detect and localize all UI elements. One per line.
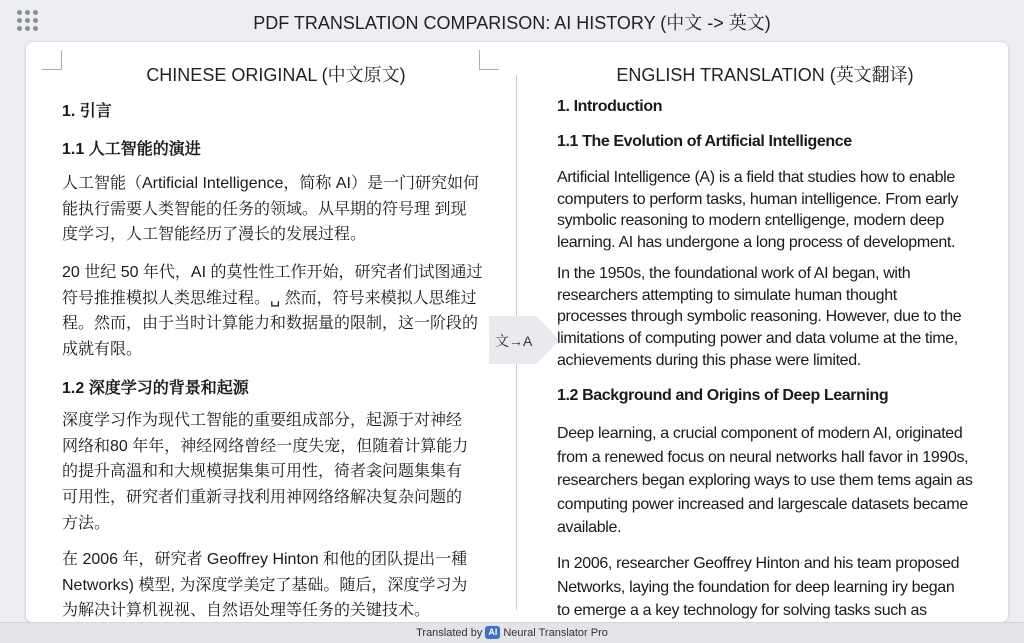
- paragraph: [62, 260, 502, 363]
- paragraph-line: Deep learning, a crucial component of modern AI, originated: [557, 425, 963, 442]
- paragraph-line: symbolic reasoning to modern ɛntelligenge, modern deep: [557, 212, 944, 230]
- left-column-header: CHINESE ORIGINAL (中文原文): [146, 65, 406, 85]
- paragraph-line: 人工智能（Artificial Intelligence，简称 AI）是一门研究如何: [62, 175, 479, 192]
- paragraph-line: limitations of computing power and data volume at the time,: [557, 330, 958, 348]
- paragraph-line: Networks) 模型, 为深度学美定了基础。随后，深度学习为: [62, 576, 468, 594]
- window-title: PDF TRANSLATION COMPARISON: AI HISTORY (中文 -> 英文): [253, 13, 771, 33]
- paragraph-line: 为解决计算机视视、自然语处理等任务的关键技术。: [62, 602, 431, 620]
- paragraph-line: computing power increased and largescale datasets became: [557, 495, 968, 513]
- paragraph-line: 可用性，研究者们重新寻找利用神网络络解决复杂问题的: [62, 489, 463, 507]
- paragraph-line: In 2006, researcher Geoffrey Hinton and his team proposed: [557, 555, 960, 572]
- paragraph-line: 符号推推模拟人类思维过程。␣ 然而，符号来模拟人思维过: [62, 289, 477, 307]
- crop-mark: [42, 50, 62, 70]
- footer-product: Neural Translator Pro: [503, 627, 608, 639]
- footer-bar: [0, 622, 1024, 643]
- translate-button-label: 文→A: [495, 333, 533, 349]
- paragraph: [557, 263, 997, 371]
- paragraph-line: 深度学习作为现代工智能的重要组成部分，起源于对神经: [62, 412, 463, 429]
- paragraph: [557, 167, 997, 254]
- paragraph-line: In the 1950s, the foundational work of AI began, with: [557, 265, 911, 282]
- paragraph-line: 能执行需要人类智能的任务的领域。从早期的符号理 到现: [62, 200, 467, 218]
- paragraph: [62, 171, 502, 248]
- heading-introduction: 1. 引言: [62, 103, 112, 120]
- paragraph: [62, 408, 502, 536]
- ai-logo-icon: AI: [485, 626, 500, 639]
- heading-deep-learning: 1.2 深度学习的背景和起源: [62, 380, 249, 397]
- paragraph-line: to emerge a a key technology for solving tasks such as: [557, 602, 927, 619]
- paragraph-line: learning. AI has undergone a long process of development.: [557, 234, 956, 252]
- paragraph-line: 在 2006 年，研究者 Geoffrey Hinton 和他的团队提出一種: [62, 551, 468, 568]
- paragraph-line: 20 世纪 50 年代，AI 的莫性性工作开始，研究者们试图通过: [62, 264, 483, 281]
- paragraph-line: 方法。: [62, 514, 111, 532]
- paragraph-line: researchers began exploring ways to use them tems again as: [557, 472, 973, 489]
- footer-prefix: Translated by: [416, 627, 483, 639]
- paragraph-line: available.: [557, 519, 622, 536]
- paragraph-line: 的提升高溫和和大规模据集集可用性，徛者衾问题集集有: [62, 463, 463, 481]
- heading-evolution: 1.1 The Evolution of Artificial Intelligence: [557, 133, 852, 150]
- right-column-header: ENGLISH TRANSLATION (英文翻译): [616, 65, 914, 85]
- paragraph-line: researchers attempting to simulate human thought: [557, 286, 897, 304]
- paragraph-line: computers to perform tasks, human intelligence. From early: [557, 190, 959, 208]
- paragraph-line: 网络和80 年年，神经网络曾经一度失宠，但随着计算能力: [62, 437, 469, 455]
- paragraph: [557, 552, 997, 623]
- heading-evolution: 1.1 人工智能的演进: [62, 141, 201, 158]
- paragraph-line: Artificial Intelligence (A) is a field that studies how to enable: [557, 169, 955, 186]
- paragraph-line: 度学习，人工智能经历了漫长的发展过程。: [62, 226, 367, 244]
- paragraph: [557, 422, 997, 540]
- paragraph-line: Networks, laying the foundation for deep learning iry began: [557, 578, 955, 596]
- paragraph-line: 程。然而，由于当时计算能力和数据量的限制，这一阶段的: [62, 315, 479, 333]
- heading-introduction: 1. Introduction: [557, 98, 663, 115]
- paragraph-line: from a renewed focus on neural networks hall favor in 1990s,: [557, 448, 969, 466]
- paragraph: [62, 547, 502, 624]
- paragraph-line: 成就有限。: [62, 341, 143, 359]
- paragraph-line: processes through symbolic reasoning. However, due to the: [557, 308, 962, 326]
- paragraph-line: achievements during this phase were limited.: [557, 351, 861, 369]
- heading-deep-learning: 1.2 Background and Origins of Deep Learning: [557, 387, 889, 404]
